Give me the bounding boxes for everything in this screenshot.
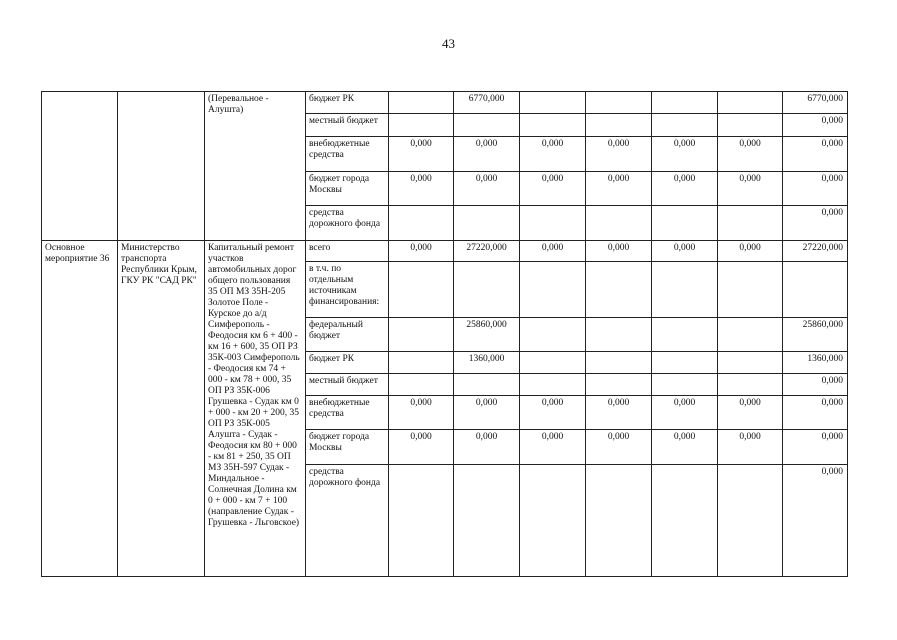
source-label-cell: местный бюджет xyxy=(306,114,389,137)
value-cell: 0,000 xyxy=(652,172,718,206)
value-cell xyxy=(586,374,652,396)
value-cell xyxy=(389,92,454,114)
value-cell: 0,000 xyxy=(718,172,783,206)
value-cell: 0,000 xyxy=(389,430,454,465)
source-label-cell: бюджет РК xyxy=(306,352,389,374)
value-cell: 0,000 xyxy=(718,137,783,172)
value-cell xyxy=(389,206,454,241)
value-cell xyxy=(718,114,783,137)
value-cell xyxy=(520,92,586,114)
value-cell xyxy=(520,114,586,137)
value-cell xyxy=(783,262,848,318)
value-cell: 0,000 xyxy=(783,114,848,137)
value-cell xyxy=(389,352,454,374)
value-cell xyxy=(454,206,520,241)
value-cell: 0,000 xyxy=(520,396,586,430)
value-cell: 0,000 xyxy=(783,465,848,577)
value-cell xyxy=(586,92,652,114)
value-cell xyxy=(520,465,586,577)
value-cell xyxy=(652,352,718,374)
value-cell xyxy=(389,465,454,577)
value-cell xyxy=(652,318,718,352)
value-cell: 0,000 xyxy=(718,396,783,430)
source-label-cell: внебюджетные средства xyxy=(306,396,389,430)
value-cell xyxy=(454,262,520,318)
source-label-cell: федеральный бюджет xyxy=(306,318,389,352)
value-cell xyxy=(652,206,718,241)
page-number: 43 xyxy=(442,36,455,51)
source-label-cell: в т.ч. по отдельным источникам финансирования: xyxy=(306,262,389,318)
value-cell: 0,000 xyxy=(454,137,520,172)
source-label-cell: всего xyxy=(306,241,389,262)
value-cell: 0,000 xyxy=(718,241,783,262)
value-cell: 0,000 xyxy=(586,396,652,430)
source-label-cell: местный бюджет xyxy=(306,374,389,396)
value-cell: 0,000 xyxy=(718,430,783,465)
value-cell xyxy=(389,318,454,352)
value-cell xyxy=(454,465,520,577)
value-cell: 0,000 xyxy=(586,241,652,262)
executor-cell: Министерство транспорта Республики Крым, ГКУ РК "САД РК" xyxy=(118,241,205,577)
source-label-cell: средства дорожного фонда xyxy=(306,206,389,241)
value-cell xyxy=(652,114,718,137)
value-cell: 27220,000 xyxy=(454,241,520,262)
value-cell xyxy=(718,374,783,396)
source-label-cell: внебюджетные средства xyxy=(306,137,389,172)
value-cell xyxy=(718,206,783,241)
value-cell xyxy=(652,92,718,114)
value-cell xyxy=(586,352,652,374)
value-cell: 25860,000 xyxy=(783,318,848,352)
source-label-cell: бюджет РК xyxy=(306,92,389,114)
value-cell xyxy=(586,262,652,318)
value-cell xyxy=(389,114,454,137)
value-cell xyxy=(520,318,586,352)
funding-table xyxy=(41,91,848,577)
value-cell xyxy=(718,465,783,577)
value-cell: 0,000 xyxy=(389,137,454,172)
value-cell xyxy=(718,92,783,114)
value-cell: 1360,000 xyxy=(783,352,848,374)
value-cell: 0,000 xyxy=(520,137,586,172)
value-cell: 0,000 xyxy=(520,172,586,206)
source-label-cell: средства дорожного фонда xyxy=(306,465,389,577)
value-cell xyxy=(454,374,520,396)
value-cell: 0,000 xyxy=(389,241,454,262)
value-cell: 6770,000 xyxy=(783,92,848,114)
value-cell: 0,000 xyxy=(783,430,848,465)
value-cell: 0,000 xyxy=(389,396,454,430)
value-cell: 0,000 xyxy=(586,430,652,465)
value-cell: 0,000 xyxy=(783,206,848,241)
value-cell xyxy=(520,206,586,241)
value-cell xyxy=(586,465,652,577)
event-name-cell xyxy=(42,92,118,241)
value-cell: 1360,000 xyxy=(454,352,520,374)
value-cell: 0,000 xyxy=(520,241,586,262)
executor-cell xyxy=(118,92,205,241)
value-cell xyxy=(454,114,520,137)
value-cell xyxy=(520,262,586,318)
value-cell: 0,000 xyxy=(520,430,586,465)
value-cell: 0,000 xyxy=(783,396,848,430)
value-cell xyxy=(586,318,652,352)
value-cell xyxy=(718,352,783,374)
value-cell: 0,000 xyxy=(389,172,454,206)
value-cell: 0,000 xyxy=(783,374,848,396)
table-row xyxy=(42,92,848,114)
value-cell: 0,000 xyxy=(652,396,718,430)
value-cell xyxy=(586,114,652,137)
event-name-cell: Основное мероприятие 36 xyxy=(42,241,118,577)
value-cell: 0,000 xyxy=(586,137,652,172)
value-cell xyxy=(652,374,718,396)
value-cell xyxy=(718,262,783,318)
value-cell: 25860,000 xyxy=(454,318,520,352)
value-cell xyxy=(586,206,652,241)
table-row xyxy=(42,241,848,262)
object-cell: Капитальный ремонт участков автомобильных дорог общего пользования 35 ОП МЗ 35Н-205 Золотое Поле - Курское до а/д Симферополь - Феодосия км 6 + 400 - км 16 + 600, 35 ОП РЗ 35К-003 Симферополь - Феодосия км 74 + 000 - км 78 + 000, 35 ОП РЗ 35К-006 Грушевка - Судак км 0 + 000 - км 20 + 200, 35 ОП РЗ 35К-005 Алушта - Судак - Феодосия км 80 + 000 - км 81 + 250, 35 ОП МЗ 35Н-597 Судак - Миндальное - Солнечная Долина км 0 + 000 - км 7 + 100 (направление Судак - Грушевка - Льговское) xyxy=(205,241,306,577)
value-cell xyxy=(520,352,586,374)
value-cell: 0,000 xyxy=(783,172,848,206)
value-cell: 6770,000 xyxy=(454,92,520,114)
value-cell xyxy=(389,262,454,318)
source-label-cell: бюджет города Москвы xyxy=(306,430,389,465)
value-cell: 0,000 xyxy=(652,430,718,465)
value-cell: 0,000 xyxy=(454,430,520,465)
value-cell xyxy=(389,374,454,396)
value-cell: 27220,000 xyxy=(783,241,848,262)
value-cell: 0,000 xyxy=(586,172,652,206)
value-cell: 0,000 xyxy=(652,137,718,172)
value-cell: 0,000 xyxy=(652,241,718,262)
value-cell xyxy=(520,374,586,396)
value-cell: 0,000 xyxy=(783,137,848,172)
source-label-cell: бюджет города Москвы xyxy=(306,172,389,206)
value-cell xyxy=(718,318,783,352)
value-cell xyxy=(652,262,718,318)
value-cell: 0,000 xyxy=(454,396,520,430)
value-cell: 0,000 xyxy=(454,172,520,206)
object-cell: (Перевальное - Алушта) xyxy=(205,92,306,241)
value-cell xyxy=(652,465,718,577)
